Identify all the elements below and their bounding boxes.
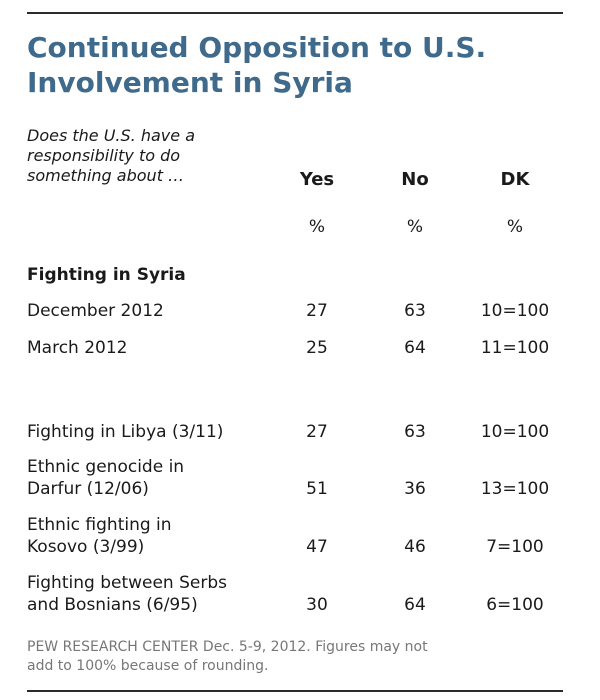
cell-dk: 13=100 — [480, 479, 550, 499]
row-label: Fighting in Libya (3/11) — [27, 422, 224, 442]
page-title — [27, 30, 567, 100]
row-label-line-1: Ethnic genocide in — [27, 457, 185, 477]
cell-no: 63 — [404, 422, 426, 442]
cell-yes: 30 — [306, 595, 328, 615]
column-header-dk: DK — [500, 169, 530, 190]
row-label: December 2012 — [27, 301, 164, 321]
cell-dk: 11=100 — [480, 338, 550, 358]
question-line-1: Does the U.S. have a — [27, 126, 195, 145]
cell-no: 63 — [404, 301, 426, 321]
cell-no: 36 — [404, 479, 426, 499]
question-line-3: something about … — [27, 166, 185, 185]
cell-yes: 51 — [306, 479, 328, 499]
survey-question — [27, 126, 267, 186]
cell-dk: 6=100 — [486, 595, 544, 615]
cell-yes: 25 — [306, 338, 328, 358]
question-line-2: responsibility to do — [27, 146, 181, 165]
cell-no: 64 — [404, 338, 426, 358]
column-header-no: No — [401, 169, 429, 190]
title-line-1: Continued Opposition to U.S. — [27, 31, 487, 64]
row-label-line-2: Kosovo (3/99) — [27, 537, 145, 557]
cell-dk: 10=100 — [480, 422, 550, 442]
unit-dk: % — [506, 217, 524, 237]
top-rule — [27, 12, 563, 14]
source-line-2: add to 100% because of rounding. — [27, 658, 269, 674]
cell-dk: 10=100 — [480, 301, 550, 321]
row-label-line-2: Darfur (12/06) — [27, 479, 149, 499]
source-line-1: PEW RESEARCH CENTER Dec. 5-9, 2012. Figures may not — [27, 639, 428, 655]
cell-no: 64 — [404, 595, 426, 615]
cell-yes: 47 — [306, 537, 328, 557]
row-label-line-2: and Bosnians (6/95) — [27, 595, 198, 615]
cell-yes: 27 — [306, 422, 328, 442]
title-line-2: Involvement in Syria — [27, 66, 353, 99]
row-label: March 2012 — [27, 338, 128, 358]
row-label-line-1: Ethnic fighting in — [27, 515, 172, 535]
cell-dk: 7=100 — [486, 537, 544, 557]
section-heading: Fighting in Syria — [27, 265, 186, 285]
source-note — [27, 638, 567, 676]
column-header-yes: Yes — [299, 169, 335, 190]
unit-yes: % — [308, 217, 326, 237]
cell-no: 46 — [404, 537, 426, 557]
bottom-rule — [27, 690, 563, 692]
row-label-line-1: Fighting between Serbs — [27, 573, 227, 593]
cell-yes: 27 — [306, 301, 328, 321]
unit-no: % — [406, 217, 424, 237]
